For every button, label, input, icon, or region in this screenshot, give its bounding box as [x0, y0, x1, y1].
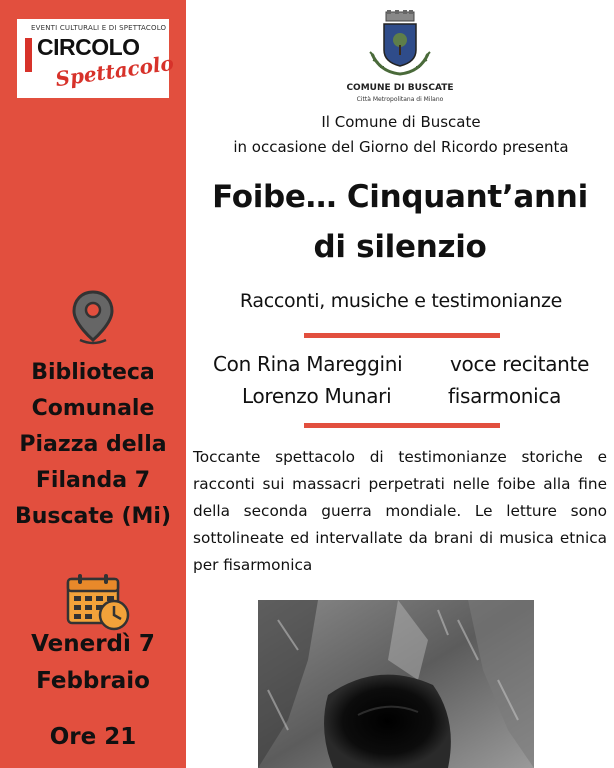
logo-red-bar	[25, 38, 32, 72]
foiba-cave-photo	[258, 600, 534, 768]
calendar-clock-icon	[66, 573, 132, 633]
event-time: Ore 21	[49, 724, 137, 750]
presenter-occasion: in occasione del Giorno del Ricordo presenta	[233, 138, 569, 156]
event-title-line: Foibe… Cinquant’anni	[212, 179, 588, 215]
event-title	[190, 172, 610, 272]
divider-top	[304, 333, 500, 338]
cast-name: Con Rina Mareggini	[213, 352, 403, 376]
address-line: Comunale	[31, 396, 155, 421]
sidebar	[0, 0, 186, 768]
address-line: Piazza della	[19, 432, 167, 457]
address-line: Biblioteca	[31, 360, 155, 385]
event-date	[0, 626, 186, 700]
venue-address	[0, 355, 186, 535]
date-line: Febbraio	[36, 668, 150, 694]
logo-script: Spettacolo	[53, 50, 176, 92]
date-line: Venerdì 7	[31, 631, 155, 657]
map-pin-icon	[70, 290, 116, 346]
logo-tagline: EVENTI CULTURALI E DI SPETTACOLO	[31, 24, 167, 32]
circolo-spettacolo-logo	[17, 19, 176, 98]
event-description: Toccante spettacolo di testimonianze storiche e racconti sui massacri perpetrati nelle foibe alla fine della seconda guerra mondiale. Le letture sono sottolineate ed intervallate da brani di musica etnica per fisarmonica	[193, 448, 607, 574]
cast-role: fisarmonica	[448, 384, 562, 408]
comune-name: COMUNE DI BUSCATE	[346, 83, 454, 93]
event-title-line: di silenzio	[313, 229, 487, 265]
address-line: Filanda 7	[35, 468, 151, 493]
logo-name: CIRCOLO	[37, 34, 140, 60]
event-subtitle: Racconti, musiche e testimonianze	[239, 290, 563, 312]
cast-name: Lorenzo Munari	[242, 384, 392, 408]
presenter-line: Il Comune di Buscate	[321, 113, 481, 131]
municipal-crest-icon	[360, 10, 440, 80]
cast-role: voce recitante	[450, 352, 590, 376]
divider-bottom	[304, 423, 500, 428]
comune-subtitle: Città Metropolitana di Milano	[356, 96, 444, 103]
address-line: Buscate (Mi)	[14, 504, 172, 529]
